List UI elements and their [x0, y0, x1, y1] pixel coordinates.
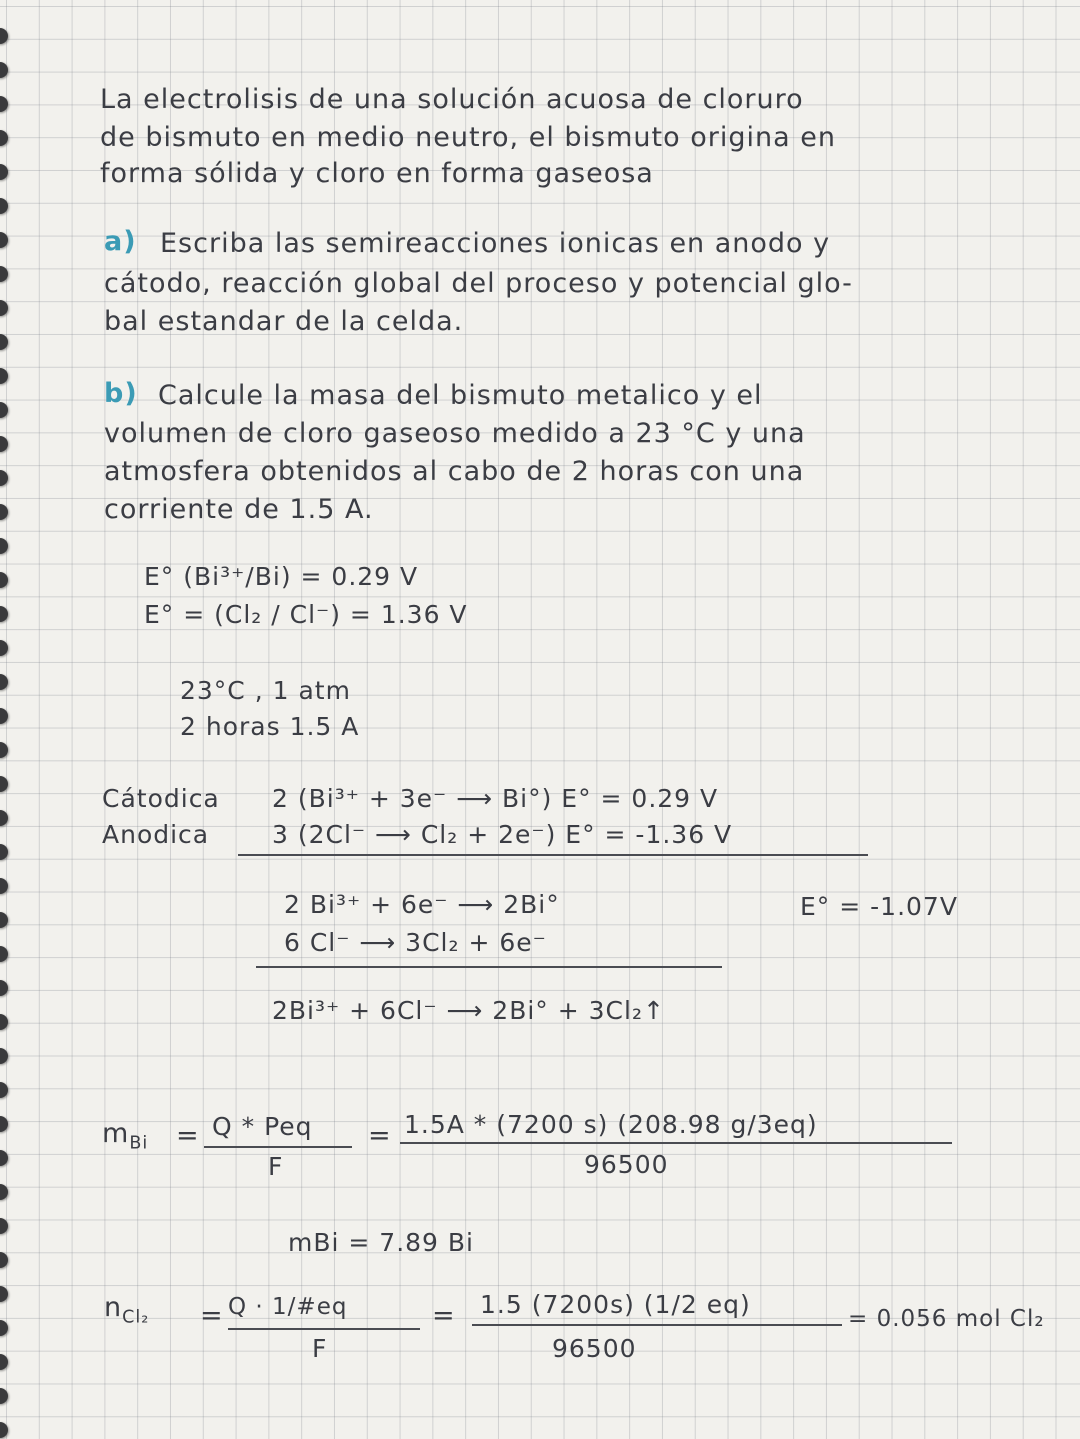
mass-numerator: Q * Peq	[212, 1112, 313, 1141]
global-potential: E° = -1.07V	[800, 892, 958, 921]
binder-hole	[0, 402, 8, 418]
moles-fraction-bar	[228, 1328, 420, 1330]
cathode-label: Cátodica	[102, 784, 220, 813]
moles-equals-2: =	[432, 1300, 456, 1331]
mass-symbol	[102, 1118, 148, 1153]
binder-hole	[0, 810, 8, 826]
binder-hole	[0, 1150, 8, 1166]
mass-numerator-2: 1.5A * (7200 s) (208.98 g/3eq)	[404, 1110, 818, 1139]
intro-line-2: de bismuto en medio neutro, el bismuto origina en	[100, 122, 836, 153]
binder-hole	[0, 776, 8, 792]
binder-holes	[0, 0, 14, 1439]
global-reaction: 2Bi³⁺ + 6Cl⁻ ⟶ 2Bi° + 3Cl₂↑	[272, 996, 665, 1025]
binder-hole	[0, 980, 8, 996]
moles-equals: =	[200, 1300, 224, 1331]
binder-hole	[0, 266, 8, 282]
potential-cl: E° = (Cl₂ / Cl⁻) = 1.36 V	[144, 600, 468, 629]
potential-bi: E° (Bi³⁺/Bi) = 0.29 V	[144, 562, 419, 591]
moles-sub: Cl₂	[122, 1307, 150, 1328]
mass-result: mBi = 7.89 Bi	[288, 1228, 474, 1257]
moles-numerator: Q · 1/#eq	[228, 1294, 348, 1320]
binder-hole	[0, 1286, 8, 1302]
binder-hole	[0, 640, 8, 656]
binder-hole	[0, 470, 8, 486]
anode-label: Anodica	[102, 820, 210, 849]
binder-hole	[0, 1014, 8, 1030]
mass-fraction-bar-2	[400, 1142, 952, 1144]
part-a-line-2: cátodo, reacción global del proceso y potencial glo-	[104, 268, 853, 299]
mass-equals-2: =	[368, 1120, 392, 1151]
part-a-line-1: Escriba las semireacciones ionicas en anodo y	[160, 228, 831, 259]
binder-hole	[0, 62, 8, 78]
mass-m: m	[102, 1118, 130, 1149]
binder-hole	[0, 232, 8, 248]
part-b-line-4: corriente de 1.5 A.	[104, 494, 374, 525]
part-b-line-2: volumen de cloro gaseoso medido a 23 °C y una	[104, 418, 806, 449]
binder-hole	[0, 1048, 8, 1064]
binder-hole	[0, 28, 8, 44]
intro-line-3: forma sólida y cloro en forma gaseosa	[100, 158, 654, 189]
moles-fraction-bar-2	[472, 1324, 842, 1326]
moles-numerator-2: 1.5 (7200s) (1/2 eq)	[480, 1290, 751, 1319]
binder-hole	[0, 674, 8, 690]
binder-hole	[0, 1320, 8, 1336]
binder-hole	[0, 742, 8, 758]
binder-hole	[0, 1388, 8, 1404]
cathode-equation: 2 (Bi³⁺ + 3e⁻ ⟶ Bi°) E° = 0.29 V	[272, 784, 719, 813]
binder-hole	[0, 878, 8, 894]
binder-hole	[0, 436, 8, 452]
moles-denominator-2: 96500	[552, 1334, 637, 1363]
binder-hole	[0, 1252, 8, 1268]
binder-hole	[0, 912, 8, 928]
binder-hole	[0, 1422, 8, 1438]
part-a-line-3: bal estandar de la celda.	[104, 306, 464, 337]
binder-hole	[0, 572, 8, 588]
sum-equation-2: 6 Cl⁻ ⟶ 3Cl₂ + 6e⁻	[284, 928, 547, 957]
part-b-letter: b)	[104, 378, 138, 409]
binder-hole	[0, 844, 8, 860]
mass-equals: =	[176, 1120, 200, 1151]
part-b-line-1: Calcule la masa del bismuto metalico y el	[158, 380, 763, 411]
binder-hole	[0, 96, 8, 112]
mass-denominator-2: 96500	[584, 1150, 669, 1179]
binder-hole	[0, 606, 8, 622]
sum-rule-1	[238, 854, 868, 856]
mass-denominator: F	[268, 1152, 284, 1181]
binder-hole	[0, 334, 8, 350]
conditions-2: 2 horas 1.5 A	[180, 712, 360, 741]
moles-symbol	[104, 1292, 149, 1327]
mass-sub: Bi	[129, 1133, 149, 1154]
binder-hole	[0, 946, 8, 962]
intro-line-1: La electrolisis de una solución acuosa de cloruro	[100, 84, 804, 115]
binder-hole	[0, 708, 8, 724]
moles-result: = 0.056 mol Cl₂	[848, 1306, 1045, 1332]
binder-hole	[0, 300, 8, 316]
binder-hole	[0, 1082, 8, 1098]
moles-denominator: F	[312, 1334, 328, 1363]
binder-hole	[0, 538, 8, 554]
binder-hole	[0, 130, 8, 146]
binder-hole	[0, 1184, 8, 1200]
part-b-line-3: atmosfera obtenidos al cabo de 2 horas con una	[104, 456, 805, 487]
sum-equation-1: 2 Bi³⁺ + 6e⁻ ⟶ 2Bi°	[284, 890, 560, 919]
sum-rule-2	[256, 966, 722, 968]
moles-n: n	[104, 1292, 123, 1323]
binder-hole	[0, 1218, 8, 1234]
binder-hole	[0, 164, 8, 180]
part-a-letter: a)	[104, 226, 137, 257]
binder-hole	[0, 368, 8, 384]
binder-hole	[0, 198, 8, 214]
anode-equation: 3 (2Cl⁻ ⟶ Cl₂ + 2e⁻) E° = -1.36 V	[272, 820, 733, 849]
conditions-1: 23°C , 1 atm	[180, 676, 351, 705]
mass-fraction-bar	[204, 1146, 352, 1148]
binder-hole	[0, 1354, 8, 1370]
binder-hole	[0, 1116, 8, 1132]
binder-hole	[0, 504, 8, 520]
